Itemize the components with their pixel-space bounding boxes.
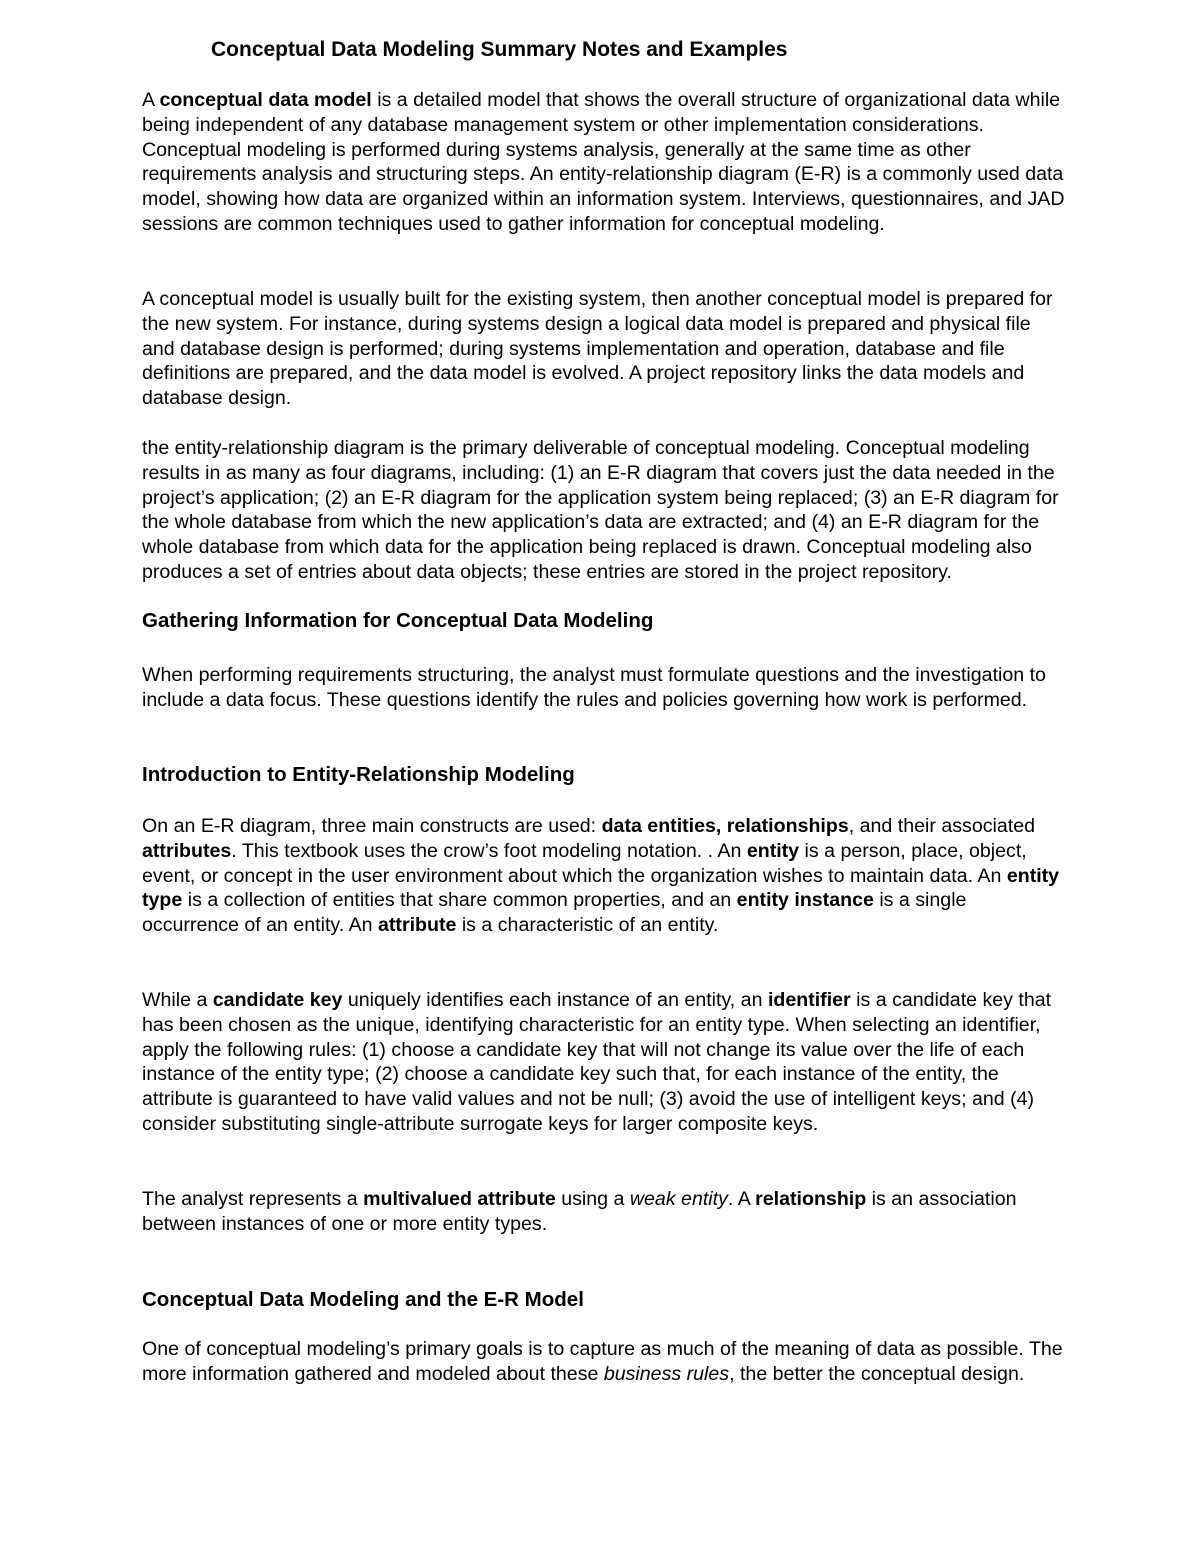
paragraph-conceptual-data-model: A conceptual data model is a detailed model that shows the overall structure of organizational data while being independent of any database management system or other implementation considerations. Conceptual modeling is performed during systems analysis, generally at the same time as other requirements analysis and structuring steps. An entity-relationship diagram (E-R) is a commonly used data model, showing how data are organized within an information system. Interviews, questionnaires, and JAD sessions are common techniques used to gather information for conceptual modeling. (142, 89, 1065, 235)
paragraph-candidate-key: While a candidate key uniquely identifies each instance of an entity, an identifier is a candidate key that has been chosen as the unique, identifying characteristic for an entity type. When selecting an identifier, apply the following rules: (1) choose a candidate key that will not change its value over the life of each instance of the entity type; (2) choose a candidate key such that, for each instance of the entity, the attribute is guaranteed to have valid values and not be null; (3) avoid the use of intelligent keys; and (4) consider substituting single-attribute surrogate keys for larger composite keys. (142, 989, 1052, 1135)
term-identifier: identifier (767, 989, 851, 1011)
heading-intro-er-modeling: Introduction to Entity-Relationship Modeling (142, 763, 575, 786)
paragraph-requirements-structuring: When performing requirements structuring, the analyst must formulate questions and the investigation to include a data focus. These questions identify the rules and policies governing how work is performed. (142, 664, 1046, 711)
heading-gathering-information: Gathering Information for Conceptual Data Modeling (142, 609, 654, 632)
paragraph-er-diagram-deliverable: the entity-relationship diagram is the primary deliverable of conceptual modeling. Conceptual modeling results in as many as four diagrams, including: (1) an E-R diagram that covers just the data needed in the project’s application; (2) an E-R diagram for the application system being replaced; (3) an E-R diagram for the whole database from which the new application’s data are extracted; and (4) an E-R diagram for the whole database from which data for the application being replaced is drawn. Conceptual modeling also produces a set of entries about data objects; these entries are stored in the project repository. (142, 437, 1059, 583)
term-business-rules: business rules (603, 1362, 730, 1385)
paragraph-er-constructs: On an E-R diagram, three main constructs are used: data entities, relationships, and their associated attributes. This textbook uses the crow’s foot modeling notation. . An entity is a person, place, object, event, or concept in the user environment about which the organization wishes to maintain data. An entity type is a collection of entities that share common properties, and an entity instance is a single occurrence of an entity. An attribute is a characteristic of an entity. (142, 815, 1060, 937)
term-entity-instance: entity instance (736, 889, 874, 912)
term-weak-entity: weak entity (629, 1188, 728, 1210)
heading-conceptual-data-modeling-er-model: Conceptual Data Modeling and the E-R Model (142, 1288, 584, 1311)
term-entity: entity (746, 839, 800, 862)
term-data-entities-relationships: data entities, relationships (601, 815, 849, 837)
term-attribute: attribute (378, 914, 457, 937)
term-relationship: relationship (755, 1188, 867, 1210)
paragraph-multivalued-attribute: The analyst represents a multivalued attribute using a weak entity. A relationship is an association between instances of one or more entity types. (142, 1188, 1017, 1235)
term-entity-type: entity type (142, 864, 1060, 912)
term-conceptual-data-model: conceptual data model (159, 89, 372, 111)
paragraph-conceptual-model-built: A conceptual model is usually built for the existing system, then another conceptual model is prepared for the new system. For instance, during systems design a logical data model is prepared and physical file and database design is performed; during systems implementation and operation, database and file definitions are prepared, and the data model is evolved. A project repository links the data models and database design. (142, 288, 1053, 410)
term-attributes: attributes (142, 839, 232, 862)
document-title: Conceptual Data Modeling Summary Notes and Examples (211, 38, 788, 61)
term-multivalued-attribute: multivalued attribute (363, 1188, 556, 1210)
term-candidate-key: candidate key (212, 989, 343, 1011)
paragraph-business-rules: One of conceptual modeling’s primary goals is to capture as much of the meaning of data as possible. The more information gathered and modeled about these business rules, the better the conceptual design. (142, 1338, 1063, 1385)
